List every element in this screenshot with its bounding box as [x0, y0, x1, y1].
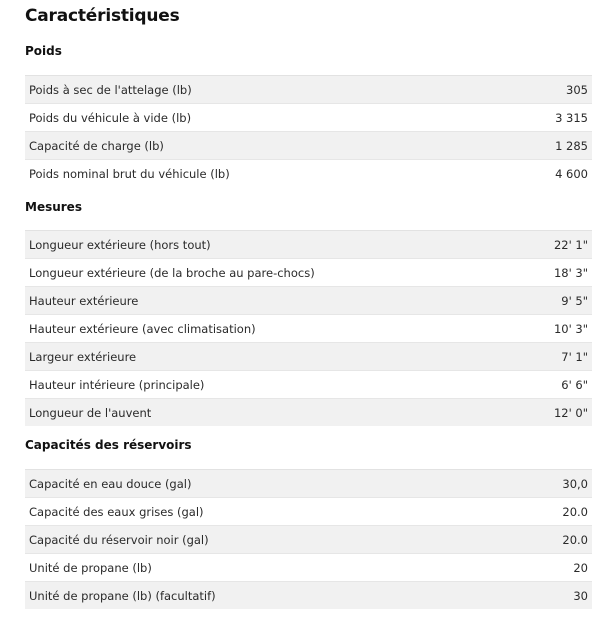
spec-value: 20.0 [562, 504, 588, 519]
spec-label: Unité de propane (lb) [29, 560, 152, 575]
spec-label: Poids à sec de l'attelage (lb) [29, 82, 192, 97]
spec-label: Hauteur intérieure (principale) [29, 377, 205, 392]
spec-label: Unité de propane (lb) (facultatif) [29, 588, 216, 603]
measurements-spec-table [25, 230, 592, 426]
table-row [25, 371, 592, 399]
table-row [25, 582, 592, 609]
spec-value: 22' 1" [553, 237, 588, 252]
spec-value: 9' 5" [561, 293, 588, 308]
table-row [25, 287, 592, 315]
spec-label: Hauteur extérieure [29, 293, 139, 308]
spec-label: Capacité des eaux grises (gal) [29, 504, 204, 519]
tank-capacities-spec-table [25, 469, 592, 609]
weight-spec-table [25, 75, 592, 187]
spec-label: Longueur extérieure (de la broche au pare-chocs) [29, 265, 315, 280]
spec-value: 12' 0" [553, 405, 588, 420]
table-row [25, 470, 592, 498]
spec-label: Capacité du réservoir noir (gal) [29, 532, 209, 547]
spec-label: Capacité en eau douce (gal) [29, 476, 192, 491]
table-row [25, 554, 592, 582]
spec-value: 20.0 [562, 532, 588, 547]
table-row [25, 231, 592, 259]
section-heading-tank-capacities: Capacités des réservoirs [25, 438, 192, 452]
spec-label: Poids nominal brut du véhicule (lb) [29, 166, 230, 181]
spec-value: 6' 6" [561, 377, 588, 392]
page-title: Caractéristiques [25, 6, 180, 26]
spec-value: 18' 3" [553, 265, 588, 280]
spec-label: Longueur extérieure (hors tout) [29, 237, 211, 252]
spec-value: 10' 3" [553, 321, 588, 336]
section-heading-weight: Poids [25, 44, 62, 58]
table-row [25, 343, 592, 371]
spec-value: 4 600 [555, 166, 588, 181]
spec-label: Poids du véhicule à vide (lb) [29, 110, 192, 125]
table-row [25, 526, 592, 554]
spec-value: 20 [573, 560, 588, 575]
table-row [25, 259, 592, 287]
table-row [25, 399, 592, 426]
spec-value: 3 315 [555, 110, 588, 125]
spec-label: Largeur extérieure [29, 349, 137, 364]
spec-label: Capacité de charge (lb) [29, 138, 164, 153]
table-row [25, 76, 592, 104]
table-row [25, 315, 592, 343]
spec-value: 30,0 [562, 476, 588, 491]
spec-value: 305 [566, 82, 588, 97]
section-heading-measurements: Mesures [25, 200, 82, 214]
table-row [25, 498, 592, 526]
spec-value: 7' 1" [561, 349, 588, 364]
table-row [25, 132, 592, 160]
table-row [25, 160, 592, 187]
spec-label: Hauteur extérieure (avec climatisation) [29, 321, 256, 336]
spec-value: 30 [573, 588, 588, 603]
spec-value: 1 285 [555, 138, 588, 153]
table-row [25, 104, 592, 132]
spec-label: Longueur de l'auvent [29, 405, 152, 420]
